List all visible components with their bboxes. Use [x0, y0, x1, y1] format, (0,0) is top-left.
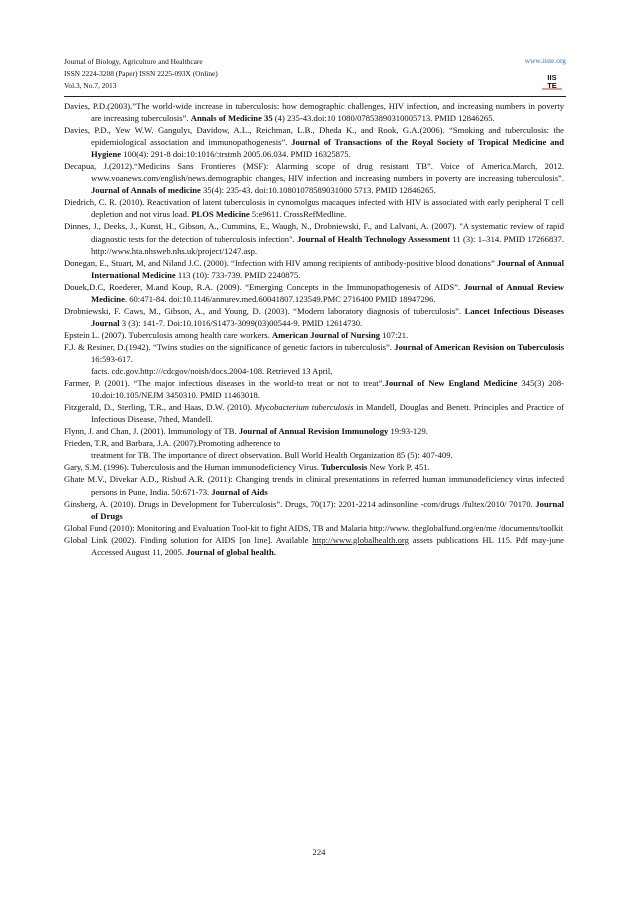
reference-journal: Journal of American Revision on Tuberculosis	[394, 341, 564, 352]
reference-text: Global Fund (2010): Monitoring and Evaluation Tool-kit to fight AIDS, TB and Malaria http://www. theglobalfund.org/en/me /documents/toolkit	[64, 522, 564, 533]
reference-details: in Mandell, Douglas and Benett. Principles and Practice of Infectious Disease, 7thed, Mandell.	[91, 402, 564, 425]
reference-entry	[64, 341, 564, 377]
reference-journal: Journal of Aids	[211, 486, 268, 497]
volume-line: Vol.3, No.7, 2013	[64, 81, 117, 91]
reference-text: Decapua, J.(2012).“Medicins Sans Frontieres (MSF): Alarming scope of drug resistant TB”. Voice of America.March, 2012. www.voanews.com/english/news.demographic changes, HIV infection and increasing numbers in poverty are increasing tuberculosis”.	[64, 161, 564, 184]
header-rule	[64, 96, 566, 97]
reference-details: 5:e9611. CrossRefMedline.	[249, 209, 347, 220]
reference-entry	[64, 220, 564, 256]
reference-text: Ghate M.V., Divekar A.D., Risbud A.R. (2011): Changing trends in clinical presentations in referred human immunodeficiency virus infected persons in Pune, India. 50:671-73.	[64, 474, 564, 497]
reference-entry	[64, 160, 564, 196]
reference-text: Gary, S.M. (1996). Tuberculosis and the Human immunodeficiency Virus.	[64, 462, 322, 473]
reference-journal: Journal of Transactions of the Royal Society of Tropical Medicine and Hygiene	[91, 137, 564, 160]
reference-journal: Journal of Annual International Medicine	[91, 257, 564, 280]
reference-link[interactable]: http://www.globalhealth.org	[312, 534, 409, 545]
reference-text: Fitzgerald, D., Sterling, T.R., and Haas, D.W. (2010).	[64, 402, 256, 413]
reference-text: Frieden, T.R, and Barbara, J.A. (2007).Promoting adherence to	[64, 438, 281, 449]
reference-list	[64, 100, 564, 558]
svg-text:IIS: IIS	[547, 73, 557, 82]
reference-entry	[64, 425, 564, 437]
reference-details: 100(4): 291-8 doi:10:1016/:trstmh 2005.06.034. PMID 16325875.	[121, 149, 351, 160]
reference-journal: Journal of global health.	[186, 546, 276, 557]
reference-journal: Journal of Annals of medicine	[91, 185, 201, 196]
reference-text: Farmer, P. (2001). “The major infectious diseases in the world-to treat or not to treat”.	[64, 378, 385, 389]
reference-text: Global Link (2002). Finding solution for AIDS [on line]. Available	[64, 534, 313, 545]
reference-journal: Lancet Infectious Diseases Journal	[91, 305, 564, 328]
reference-details: 3 (3): 141-7. Doi:10.1016/S1473-3099(03)00544-9. PMID 12614730.	[119, 317, 363, 328]
reference-entry	[64, 377, 564, 401]
reference-journal: Tuberculosis	[321, 462, 368, 473]
reference-text: Epstein L. (2007). Tuberculosis among health care workers.	[64, 329, 272, 340]
issn-line: ISSN 2224-3208 (Paper) ISSN 2225-093X (Online)	[64, 69, 218, 79]
reference-journal: Journal of Health Technology Assessment	[297, 233, 451, 244]
reference-species: Mycobacterium tuberculosis	[255, 402, 354, 413]
reference-text: Drobniewski, F. Caws, M., Gibson, A., and Young, D. (2003). “Modern laboratory diagnosis of tuberculosis”.	[64, 305, 465, 316]
reference-text: Diedrich, C. R. (2010). Reactivation of latent tuberculosis in cynomolgus macaques infected with HIV is associated with early peripheral T cell depletion and not virus load.	[64, 197, 564, 220]
reference-entry	[64, 534, 564, 558]
reference-details: New York P. 451.	[367, 462, 430, 473]
reference-entry	[64, 100, 564, 124]
reference-journal: Journal of Annual Revision Immunology	[238, 426, 389, 437]
reference-details: assets publications HL 115. Pdf may-june Accessed August 11, 2005.	[91, 534, 564, 557]
svg-text:TE: TE	[547, 81, 557, 90]
reference-text: Davies, P.D.(2003).”The world-wide increase in tuberculosis: how demographic challenges, HIV infection, and increasing numbers in poverty are increasing tuberculosis”.	[64, 101, 564, 124]
reference-details: 35(4): 235-43. doi:10.10801078589031000 5713. PMID 12846265.	[200, 185, 436, 196]
page-number: 224	[312, 847, 326, 857]
reference-entry	[64, 461, 564, 473]
reference-journal: Annals of Medicine 35	[190, 113, 275, 124]
iiste-logo	[540, 71, 564, 91]
reference-journal: Journal of Annual Review Medicine	[91, 281, 564, 304]
reference-journal: American Journal of Nursing	[271, 329, 381, 340]
reference-text: Donegan, E., Stuart, M, and Niland J.C. (2000). “Infection with HIV among recipients of antibody-positive blood donations”	[64, 257, 498, 268]
reference-text: Douek,D.C, Roederer, M.and Koup, R.A. (2009). “Emerging Concepts in the Immunopathogenesis of AIDS”.	[64, 281, 464, 292]
reference-details: 107:21.	[380, 329, 409, 340]
reference-journal: Journal of New England Medicine	[384, 378, 518, 389]
reference-details: (4) 235-43.doi:10 1080/07853890310005713. PMID 12846265.	[274, 113, 495, 124]
reference-details: 16:593-617.	[91, 353, 133, 364]
reference-journal: PLOS Medicine	[191, 209, 250, 220]
reference-details: 19:93-129.	[388, 426, 428, 437]
reference-entry	[64, 498, 564, 522]
journal-name: Journal of Biology, Agriculture and Healthcare	[64, 57, 203, 66]
reference-entry	[64, 522, 564, 534]
reference-entry	[64, 473, 564, 497]
reference-continuation: facts. cdc.gov.http:///cdcgov/noish/docs.2004-108. Retrieved 13 April,	[91, 366, 333, 377]
reference-text: F.J. & Resiner, D.(1942). “Twins studies on the significance of genetic factors in tuberculosis”.	[64, 341, 395, 352]
reference-details: 345(3) 208-10.doi:10.105/NEJM 3450310. PMID 11463018.	[91, 378, 564, 401]
reference-details: 11 (3): 1–314. PMID 17266837. http://www.hta.nhsweb.nhs.uk/project/1247.asp.	[91, 233, 564, 256]
reference-entry	[64, 401, 564, 425]
reference-entry	[64, 281, 564, 305]
reference-continuation: treatment for TB. The importance of direct observation. Bull World Health Organization 85 (5): 407-409.	[91, 450, 453, 461]
reference-entry	[64, 437, 564, 461]
reference-details: . 60:471-84. doi:10.1146/annurev.med.60041807.123549.PMC 2716400 PMID 18947296.	[124, 293, 436, 304]
reference-entry	[64, 257, 564, 281]
reference-entry	[64, 196, 564, 220]
reference-entry	[64, 329, 564, 341]
reference-entry	[64, 305, 564, 329]
reference-details: 113 (10): 733-739. PMID 2240875.	[175, 269, 301, 280]
journal-url-link[interactable]: www.iiste.org	[524, 56, 566, 65]
reference-journal: Journal of Drugs	[91, 498, 564, 521]
reference-entry	[64, 124, 564, 160]
reference-text: Flynn, J. and Chan, J. (2001). Immunology of TB.	[64, 426, 239, 437]
reference-text: Ginsberg, A. (2010). Drugs in Development for Tuberculosis”. Drugs, 70(17): 2201-2214 adinsonline -com/drugs /fultex/2010/ 70170.	[64, 498, 536, 509]
reference-text: Dinnes, J., Deeks, J., Kunst, H., Gibson, A., Cummins, E., Waugh, N., Drobniewski, F., and Lalvani, A. (2007). "A systematic review of rapid diagnostic tests for the detection of tuberculosis infection".	[64, 221, 564, 244]
reference-text: Davies, P.D., Yew W.W. Gangulyı, Davidow, A.L., Reichman, L.B., Dheda K., and Rook, G.A.(2006). “Smoking and tuberculosis: the epidemiological association and immunopathogenesis”.	[64, 125, 564, 148]
